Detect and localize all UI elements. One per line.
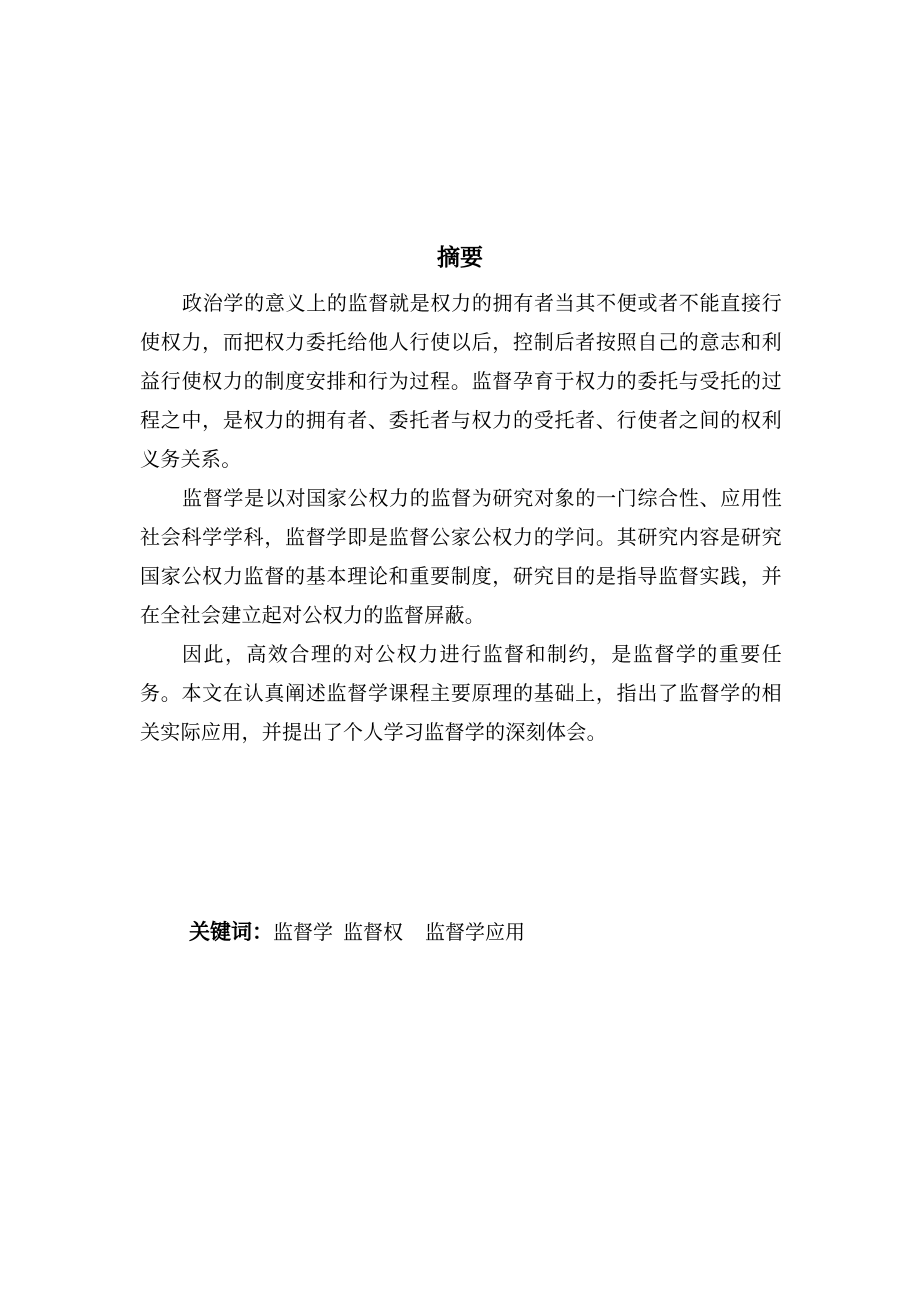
keyword-item: 监督权 <box>343 920 403 944</box>
keywords-label: 关键词： <box>189 920 273 944</box>
keyword-item: 监督学应用 <box>425 920 525 944</box>
abstract-paragraph-1: 政治学的意义上的监督就是权力的拥有者当其不便或者不能直接行使权力，而把权力委托给他人行使以后，控制后者按照自己的意志和利益行使权力的制度安排和行为过程。监督孕育于权力的委托与受托的过程之中，是权力的拥有者、委托者与权力的受托者、行使者之间的权利义务关系。 <box>140 291 782 471</box>
abstract-body <box>140 284 782 752</box>
abstract-title: 摘要 <box>437 245 483 271</box>
keywords-line <box>189 913 525 951</box>
abstract-paragraph-3: 因此，高效合理的对公权力进行监督和制约，是监督学的重要任务。本文在认真阐述监督学课程主要原理的基础上，指出了监督学的相关实际应用，并提出了个人学习监督学的深刻体会。 <box>140 642 782 744</box>
keyword-item: 监督学 <box>273 920 333 944</box>
abstract-paragraph-2: 监督学是以对国家公权力的监督为研究对象的一门综合性、应用性社会科学学科，监督学即是监督公家公权力的学问。其研究内容是研究国家公权力监督的基本理论和重要制度，研究目的是指导监督实践，并在全社会建立起对公权力的监督屏蔽。 <box>140 486 782 627</box>
